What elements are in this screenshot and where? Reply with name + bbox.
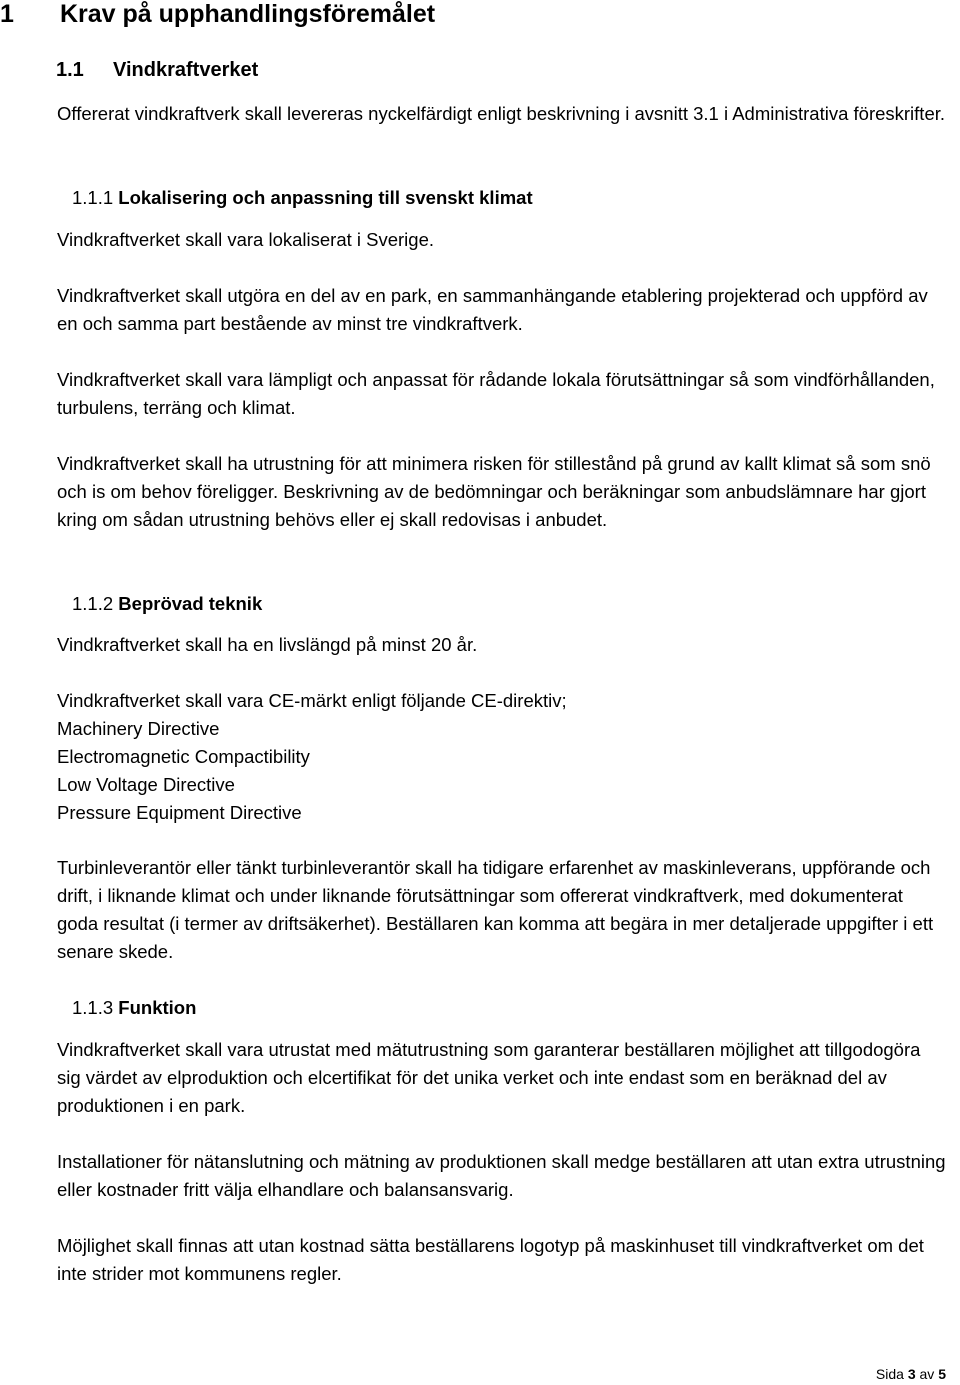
heading-3-title: Funktion — [118, 997, 197, 1018]
footer-total-pages: 5 — [938, 1366, 946, 1382]
heading-3-number: 1.1.1 — [72, 187, 114, 208]
list-item: Low Voltage Directive — [57, 774, 235, 795]
paragraph-experience: Turbinleverantör eller tänkt turbinleverantör skall ha tidigare erfarenhet av maskinleverans, uppförande och drift, i liknande klimat och under liknande förutsättningar som offererat vindkraftverk, med dokumenterat goda resultat (i termer av driftsäkerhet). Beställaren kan komma att begära in mer detaljerade uppgifter i ett senare skede. — [57, 857, 934, 962]
heading-3-1-1-2 — [72, 593, 262, 615]
heading-2 — [56, 58, 258, 82]
paragraph-localisation: Vindkraftverket skall vara lokaliserat i Sverige. — [57, 229, 435, 250]
list-item: Pressure Equipment Directive — [57, 802, 302, 823]
paragraph-metering: Vindkraftverket skall vara utrustat med mätutrustning som garanterar beställaren möjlighet att tillgodogöra sig värdet av elproduktion och elcertifikat för det unika verket och inte endast som en beräknad del av produktionen i en park. — [57, 1039, 921, 1116]
paragraph-cold-climate: Vindkraftverket skall ha utrustning för att minimera risken för stillestånd på grund av kallt klimat så som snö och is om behov föreligger. Beskrivning av de bedömningar och beräkningar som anbudslämnare har gjort kring om sådan utrustning behövs eller ej skall redovisas i anbudet. — [57, 453, 931, 530]
list-item: Machinery Directive — [57, 718, 220, 739]
list-item: Electromagnetic Compactibility — [57, 746, 310, 767]
paragraph-conditions: Vindkraftverket skall vara lämpligt och anpassat för rådande lokala förutsättningar så som vindförhållanden, turbulens, terräng och klimat. — [57, 369, 935, 418]
paragraph-logo: Möjlighet skall finnas att utan kostnad sätta beställarens logotyp på maskinhuset till vindkraftverket om det inte strider mot kommunens regler. — [57, 1235, 924, 1284]
intro-paragraph: Offererat vindkraftverk skall levereras nyckelfärdigt enligt beskrivning i avsnitt 3.1 i Administrativa föreskrifter. — [57, 103, 946, 124]
heading-3-number: 1.1.2 — [72, 593, 114, 614]
directive-list — [57, 715, 947, 827]
heading-3-title: Beprövad teknik — [118, 593, 263, 614]
paragraph-grid-connection: Installationer för nätanslutning och mätning av produktionen skall medge beställaren att utan extra utrustning eller kostnader fritt välja elhandlare och balansansvarig. — [57, 1151, 946, 1200]
footer-current-page: 3 — [907, 1366, 916, 1382]
heading-3-number: 1.1.3 — [72, 997, 114, 1018]
heading-2-title: Vindkraftverket — [113, 59, 259, 81]
page-number-footer — [876, 1366, 946, 1382]
heading-3-title: Lokalisering och anpassning till svenskt klimat — [118, 187, 533, 208]
footer-prefix: Sida — [875, 1366, 904, 1382]
paragraph-ce-intro: Vindkraftverket skall vara CE-märkt enligt följande CE-direktiv; — [57, 690, 567, 711]
paragraph-park: Vindkraftverket skall utgöra en del av en park, en sammanhängande etablering projekterad och uppförd av en och samma part bestående av minst tre vindkraftverk. — [57, 285, 928, 334]
footer-separator: av — [919, 1366, 935, 1382]
heading-2-number: 1.1 — [56, 59, 84, 81]
heading-3-1-1-3 — [72, 997, 196, 1019]
heading-1-number: 1 — [0, 0, 14, 28]
heading-1 — [0, 0, 435, 28]
paragraph-lifetime: Vindkraftverket skall ha en livslängd på minst 20 år. — [57, 634, 478, 655]
heading-1-title: Krav på upphandlingsföremålet — [60, 0, 436, 28]
heading-3-1-1-1 — [72, 187, 533, 209]
